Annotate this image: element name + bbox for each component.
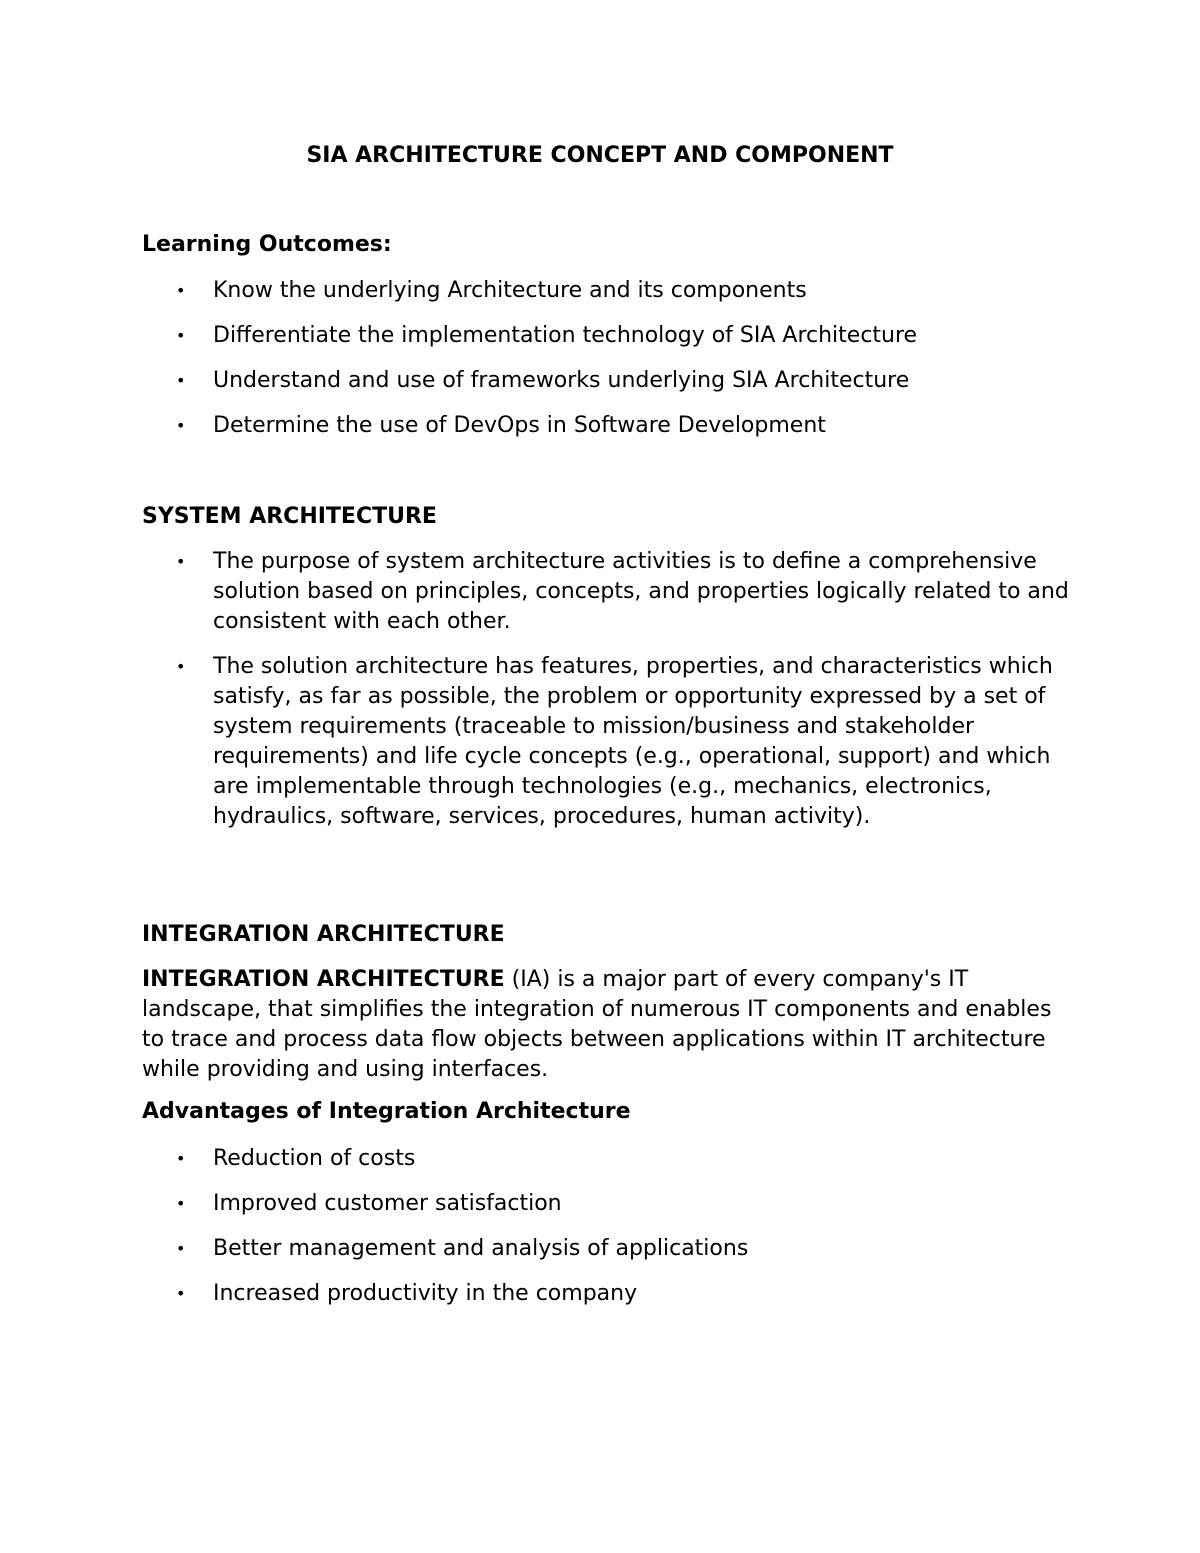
bullet-icon: • [176,1239,186,1258]
system-architecture-heading: SYSTEM ARCHITECTURE [142,504,437,529]
bullet-icon: • [176,371,186,390]
advantages-list [0,1144,1200,1324]
bullet-icon: • [176,281,186,300]
bullet-icon: • [176,657,186,676]
list-item: • Reduction of costs [0,1144,1073,1174]
integration-architecture-term: INTEGRATION ARCHITECTURE [142,967,505,992]
list-item: • Know the underlying Architecture and its components [0,276,1073,306]
bullet-icon: • [176,1149,186,1168]
list-item: • The purpose of system architecture activities is to define a comprehensive solution based on principles, concepts, and properties logically related to and consistent with each other. [176,549,1069,634]
list-item: • Increased productivity in the company [0,1279,1073,1309]
bullet-icon: • [176,552,186,571]
bullet-icon: • [176,1194,186,1213]
integration-architecture-heading: INTEGRATION ARCHITECTURE [142,922,505,947]
bullet-icon: • [176,326,186,345]
integration-architecture-paragraph: INTEGRATION ARCHITECTURE (IA) is a major part of every company's IT landscape, that simplifies the integration of numerous IT components and enables to trace and process data flow objects between applications within IT architecture while providing and using interfaces. [142,967,1052,1082]
list-item: • Improved customer satisfaction [0,1189,1073,1219]
learning-outcomes-list [0,276,1200,456]
list-item: • The solution architecture has features, properties, and characteristics which satisfy, as far as possible, the problem or opportunity expressed by a set of system requirements (traceable to mission/business and stakeholder requirements) and life cycle concepts (e.g., operational, support) and which are implementable through technologies (e.g., mechanics, electronics, hydraulics, software, services, procedures, human activity). [176,654,1053,829]
bullet-icon: • [176,1284,186,1303]
advantages-heading: Advantages of Integration Architecture [142,1099,631,1124]
document-title: SIA ARCHITECTURE CONCEPT AND COMPONENT [306,143,894,168]
bullet-icon: • [176,416,186,435]
list-item: • Determine the use of DevOps in Software Development [0,411,1073,441]
learning-outcomes-heading: Learning Outcomes: [142,232,392,257]
system-architecture-list [0,547,1200,847]
list-item: • Understand and use of frameworks underlying SIA Architecture [0,366,1073,396]
list-item: • Differentiate the implementation technology of SIA Architecture [0,321,1073,351]
list-item: • Better management and analysis of applications [0,1234,1073,1264]
